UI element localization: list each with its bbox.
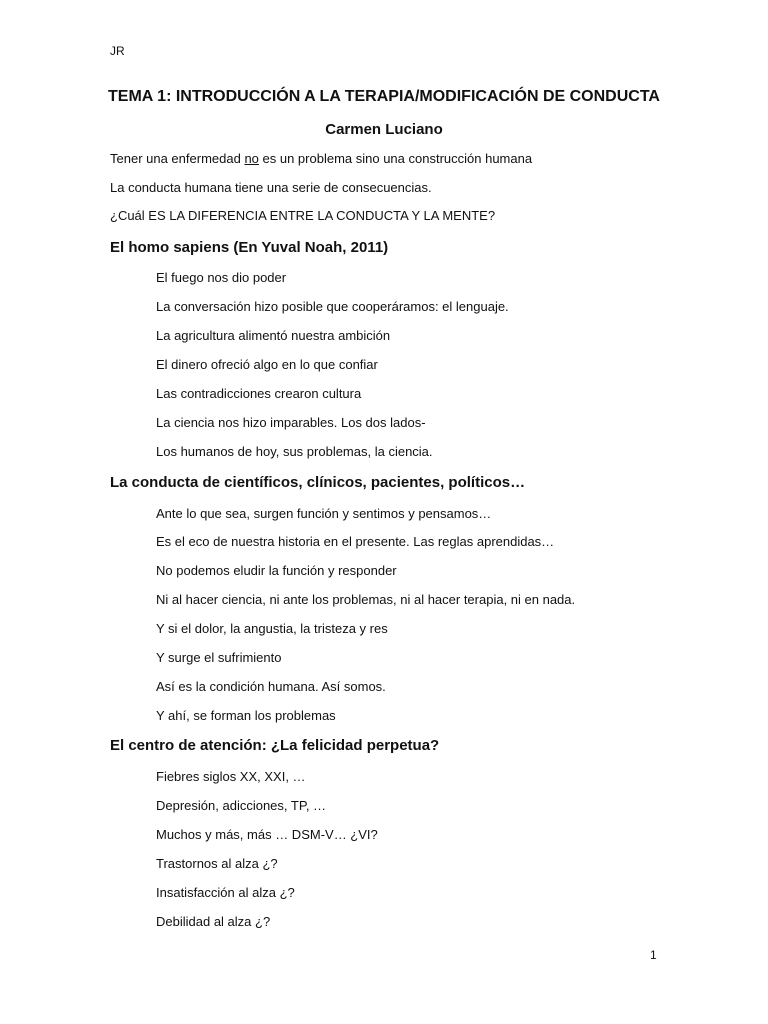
- list-item: Trastornos al alza ¿?: [156, 856, 278, 871]
- list-item: Y surge el sufrimiento: [156, 650, 282, 665]
- intro-line-1-underlined: no: [244, 151, 259, 166]
- list-item: Y ahí, se forman los problemas: [156, 708, 336, 723]
- intro-line-1-start: Tener una enfermedad: [110, 151, 245, 166]
- list-item: Las contradicciones crearon cultura: [156, 386, 362, 401]
- list-item: Es el eco de nuestra historia en el presente. Las reglas aprendidas…: [156, 534, 555, 549]
- document-author: Carmen Luciano: [325, 121, 443, 138]
- list-item: No podemos eludir la función y responder: [156, 563, 397, 578]
- list-item: Insatisfacción al alza ¿?: [156, 885, 295, 900]
- list-item: El fuego nos dio poder: [156, 270, 287, 285]
- page-number: 1: [650, 948, 657, 962]
- list-item: Ni al hacer ciencia, ni ante los problemas, ni al hacer terapia, ni en nada.: [156, 592, 576, 607]
- list-item: Muchos y más, más … DSM-V… ¿VI?: [156, 827, 378, 842]
- intro-line-2: La conducta humana tiene una serie de consecuencias.: [110, 180, 432, 195]
- header-initials: JR: [110, 44, 125, 58]
- section-heading: El homo sapiens (En Yuval Noah, 2011): [110, 239, 389, 256]
- document-title: TEMA 1: INTRODUCCIÓN A LA TERAPIA/MODIFICACIÓN DE CONDUCTA: [108, 88, 660, 105]
- intro-line-1: [110, 151, 532, 166]
- list-item: La ciencia nos hizo imparables. Los dos lados-: [156, 415, 426, 430]
- list-item: Fiebres siglos XX, XXI, …: [156, 769, 306, 784]
- list-item: La conversación hizo posible que cooperáramos: el lenguaje.: [156, 299, 509, 314]
- intro-line-1-end: es un problema sino una construcción humana: [258, 151, 533, 166]
- list-item: Así es la condición humana. Así somos.: [156, 679, 386, 694]
- section-heading: El centro de atención: ¿La felicidad perpetua?: [110, 737, 440, 754]
- list-item: Y si el dolor, la angustia, la tristeza y res: [156, 621, 388, 636]
- list-item: El dinero ofreció algo en lo que confiar: [156, 357, 378, 372]
- list-item: Ante lo que sea, surgen función y sentimos y pensamos…: [156, 506, 492, 521]
- list-item: Depresión, adicciones, TP, …: [156, 798, 327, 813]
- list-item: Debilidad al alza ¿?: [156, 914, 271, 929]
- intro-line-3: ¿Cuál ES LA DIFERENCIA ENTRE LA CONDUCTA Y LA MENTE?: [110, 208, 496, 223]
- list-item: La agricultura alimentó nuestra ambición: [156, 328, 391, 343]
- section-heading: La conducta de científicos, clínicos, pacientes, políticos…: [110, 474, 526, 491]
- list-item: Los humanos de hoy, sus problemas, la ciencia.: [156, 444, 433, 459]
